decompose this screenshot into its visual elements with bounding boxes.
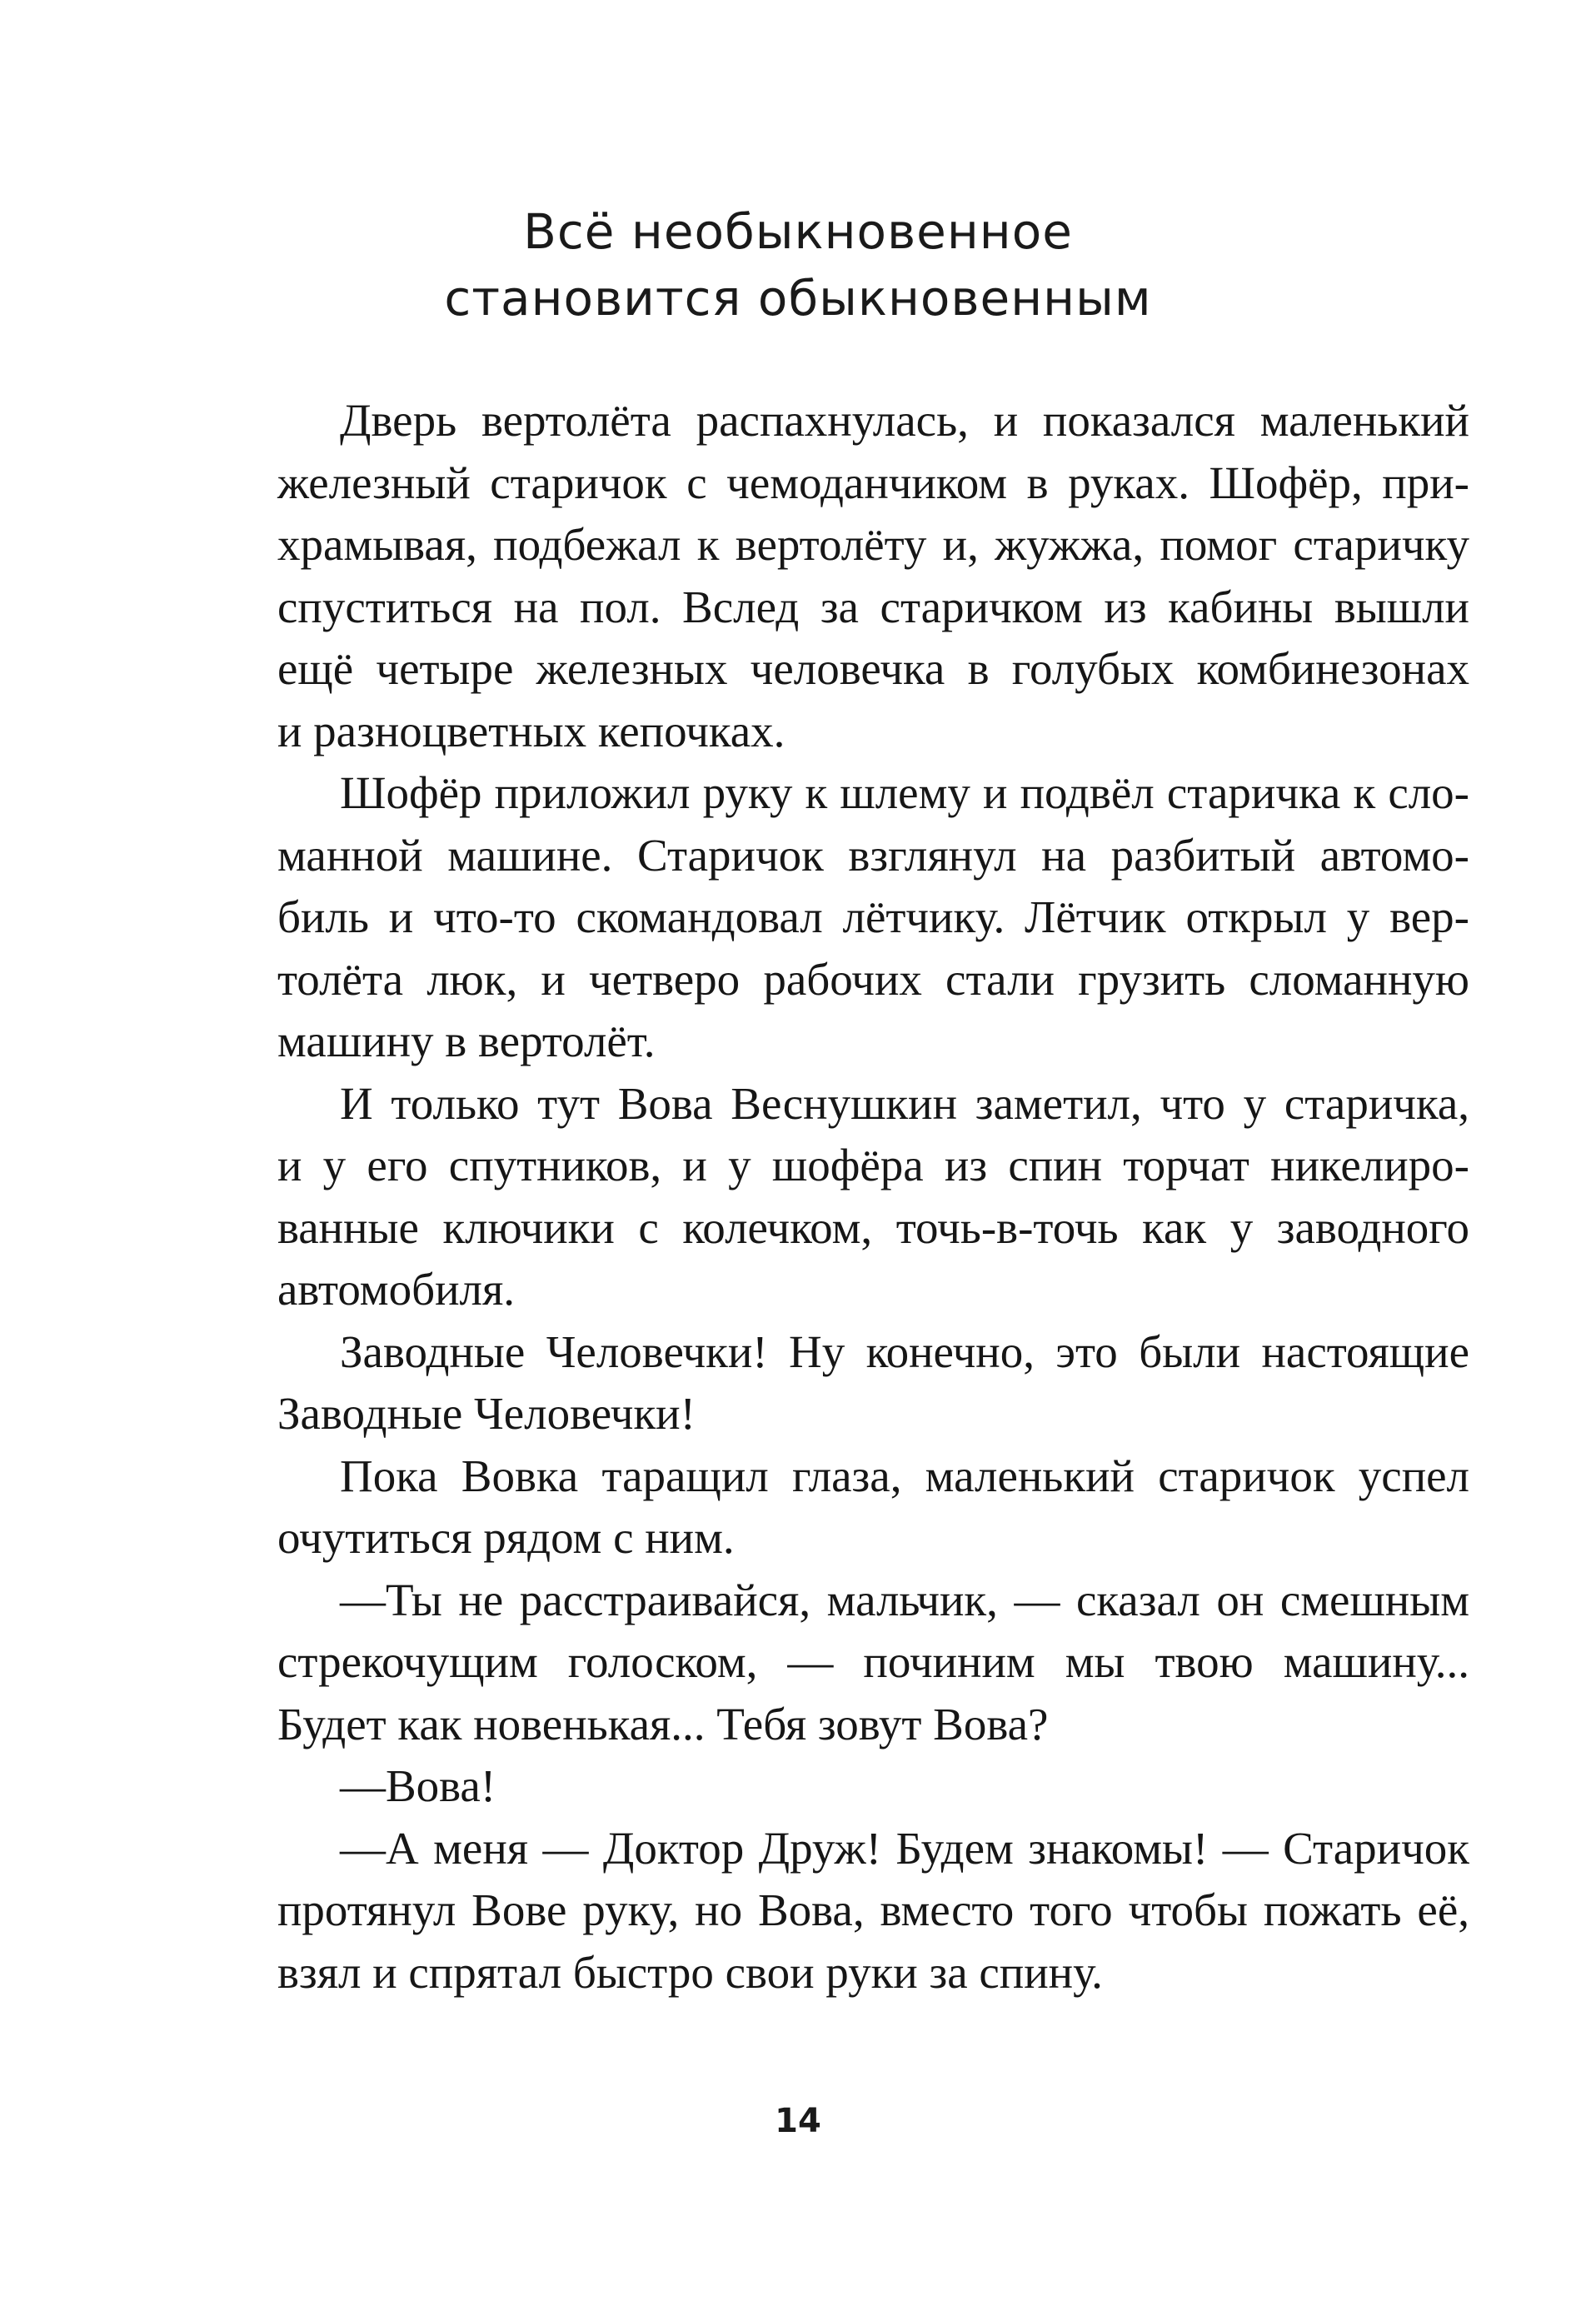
text-line: железный старичок с чемоданчиком в руках. Шофёр, при- — [277, 457, 1469, 508]
text-line: Будет как новенькая... Тебя зовут Вова? — [277, 1698, 1049, 1749]
chapter-title-line-2: становится обыкновенным — [444, 270, 1152, 327]
paragraph — [277, 390, 1469, 762]
text-line: стрекочущим голоском, — починим мы твою машину... — [277, 1636, 1469, 1687]
text-line: толёта люк, и четверо рабочих стали грузить сломанную — [277, 953, 1469, 1005]
text-line: Пока Вовка таращил глаза, маленький старичок успел — [340, 1450, 1469, 1501]
text-line: Дверь вертолёта распахнулась, и показался маленький — [340, 395, 1469, 446]
chapter-title — [0, 198, 1596, 332]
text-line: ещё четыре железных человечка в голубых комбинезонах — [277, 643, 1469, 694]
page-number: 14 — [775, 2102, 821, 2140]
text-line: Шофёр приложил руку к шлему и подвёл старичка к сло- — [340, 767, 1469, 818]
text-line: машину в вертолёт. — [277, 1016, 656, 1066]
text-line: спуститься на пол. Вслед за старичком из кабины вышли — [277, 581, 1469, 632]
body-text — [277, 390, 1469, 2004]
text-line: И только тут Вова Веснушкин заметил, что у старичка, — [340, 1077, 1469, 1129]
text-line: биль и что-то скомандовал лётчику. Лётчик открыл у вер- — [277, 891, 1469, 942]
text-line: автомобиля. — [277, 1264, 515, 1315]
text-line: храмывая, подбежал к вертолёту и, жужжа, помог старичку — [277, 519, 1469, 570]
text-line: и у его спутников, и у шофёра из спин торчат никелиро- — [277, 1140, 1469, 1190]
paragraph — [277, 1321, 1469, 1445]
paragraph — [277, 1570, 1469, 1756]
text-line: ванные ключики с колечком, точь-в-точь как у заводного — [277, 1201, 1469, 1253]
text-line: и разноцветных кепочках. — [277, 705, 786, 756]
paragraph — [277, 1445, 1469, 1570]
paragraph — [277, 1073, 1469, 1321]
text-line: Заводные Человечки! — [277, 1388, 696, 1439]
text-line: Заводные Человечки! Ну конечно, это были настоящие — [340, 1325, 1469, 1377]
text-line: манной машине. Старичок взглянул на разбитый автомо- — [277, 829, 1469, 881]
text-line: —А меня — Доктор Друж! Будем знакомы! — Старичок — [340, 1822, 1469, 1874]
text-line: —Ты не расстраивайся, мальчик, — сказал он смешным — [340, 1574, 1469, 1625]
paragraph — [340, 1755, 1469, 1818]
text-line: очутиться рядом с ним. — [277, 1512, 735, 1563]
text-line: протянул Вове руку, но Вова, вместо того чтобы пожать её, — [277, 1884, 1469, 1935]
text-line: взял и спрятал быстро свои руки за спину. — [277, 1946, 1103, 1998]
text-line: —Вова! — [340, 1760, 496, 1811]
paragraph — [277, 1818, 1469, 2004]
chapter-title-line-1: Всё необыкновенное — [523, 203, 1073, 260]
paragraph — [277, 762, 1469, 1073]
